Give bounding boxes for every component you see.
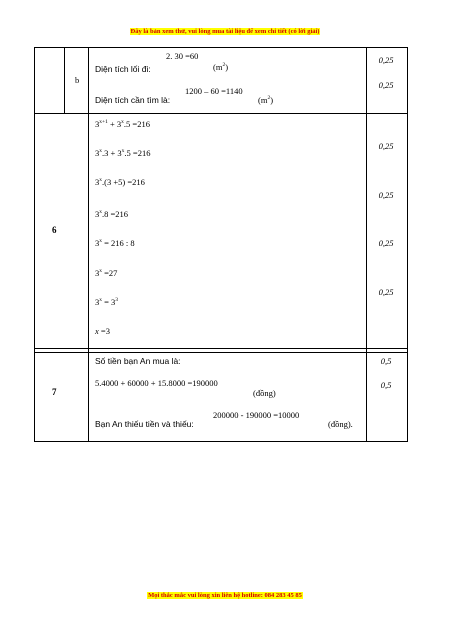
table-rule xyxy=(34,352,408,353)
table-rule xyxy=(34,113,408,114)
table-rule xyxy=(64,47,65,114)
solution-step: $3^x.3 + 3^x.5 =216$ xyxy=(95,148,151,158)
table-rule xyxy=(407,47,408,442)
table-rule xyxy=(34,47,35,442)
shortfall-unit: (đồng). xyxy=(328,419,353,429)
purchase-total-expression: 5.4000 + 60000 + 15.8000 =190000 xyxy=(95,378,218,388)
required-area-expression: 1200 – 60 =1140 xyxy=(185,86,243,96)
score: 0,5 xyxy=(380,356,392,366)
purchase-total-label: Số tiền bạn An mua là: xyxy=(95,356,181,366)
solution-step: $3^{x+1} + 3^x.5 =216$ xyxy=(95,119,150,129)
score: 0,5 xyxy=(380,380,392,390)
solution-step: $3^x =27$ xyxy=(95,268,118,278)
required-area-label: Diện tích cần tìm là: xyxy=(95,95,171,105)
preview-notice-banner xyxy=(0,28,450,35)
solution-step: $3^x = 3^3$ xyxy=(95,297,119,307)
solution-step: $3^x.8 =216$ xyxy=(95,209,129,219)
solution-step: $3^x.(3 +5) =216$ xyxy=(95,177,145,187)
table-rule xyxy=(34,47,408,48)
score: 0,25 xyxy=(378,190,394,200)
score: 0,25 xyxy=(378,80,394,90)
solution-step: x =3 xyxy=(95,326,110,336)
score: 0,25 xyxy=(378,287,394,297)
walkway-area-label: Diện tích lối đi: xyxy=(95,64,151,74)
score: 0,25 xyxy=(378,141,394,151)
score: 0,25 xyxy=(378,55,394,65)
table-rule xyxy=(34,441,408,442)
solution-step: $3^x = 216$ : 8 xyxy=(95,238,135,248)
table-rule xyxy=(34,348,408,349)
question-number: 6 xyxy=(52,225,57,235)
preview-notice-text: Đây là bản xem thử, vui lòng mua tài liệu để xem chi tiết (có lời giải) xyxy=(130,28,320,35)
table-rule xyxy=(88,47,89,442)
hotline-text: Mọi thắc mắc vui lòng xin liên hệ hotline: 084 283 45 85 xyxy=(148,592,302,599)
score: 0,25 xyxy=(378,238,394,248)
purchase-total-unit: (đồng) xyxy=(253,388,276,398)
walkway-area-unit: $(m^2)$ xyxy=(213,62,229,72)
shortfall-expression: 200000 - 190000 =10000 xyxy=(213,410,300,420)
walkway-area-expression: 2. 30 =60 xyxy=(166,51,199,61)
part-label: b xyxy=(75,75,80,85)
shortfall-label: Bạn An thiếu tiền và thiếu: xyxy=(95,419,194,429)
question-number: 7 xyxy=(52,387,57,397)
required-area-unit: $(m^2)$ xyxy=(258,95,274,105)
hotline-banner xyxy=(0,592,450,599)
